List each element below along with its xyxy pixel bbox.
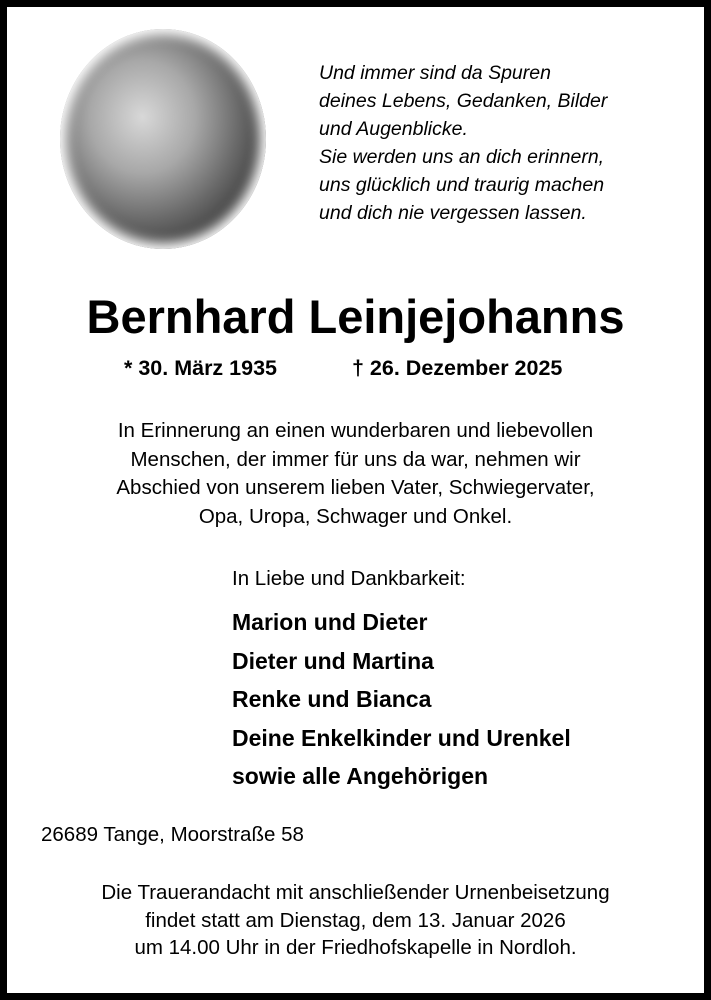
poem-line: Sie werden uns an dich erinnern,: [319, 146, 605, 168]
mourner: Marion und Dieter: [232, 609, 428, 635]
obituary-notice: [7, 7, 704, 993]
thanks-heading: In Liebe und Dankbarkeit:: [232, 567, 466, 590]
intro-line: Abschied von unserem lieben Vater, Schwiegervater,: [116, 476, 595, 499]
intro-text: [7, 417, 704, 531]
portrait-photo: [60, 29, 266, 249]
service-info: [7, 879, 704, 962]
service-line: findet statt am Dienstag, dem 13. Januar 2026: [145, 908, 566, 932]
intro-line: Opa, Uropa, Schwager und Onkel.: [198, 504, 513, 528]
intro-line: Menschen, der immer für uns da war, nehmen wir: [130, 447, 581, 471]
address: 26689 Tange, Moorstraße 58: [41, 823, 304, 846]
mourner: sowie alle Angehörigen: [232, 763, 489, 789]
mourners-list: [232, 603, 571, 796]
mourner: Deine Enkelkinder und Urenkel: [232, 724, 571, 751]
poem-line: Und immer sind da Spuren: [319, 62, 551, 84]
poem-line: uns glücklich und traurig machen: [319, 174, 605, 196]
service-line: um 14.00 Uhr in der Friedhofskapelle in Nordloh.: [134, 936, 577, 959]
poem: [319, 59, 607, 227]
mourner: Renke und Bianca: [232, 686, 432, 712]
deceased-name: Bernhard Leinjejohanns: [86, 290, 625, 343]
poem-line: deines Lebens, Gedanken, Bilder: [319, 90, 608, 112]
mourner: Dieter und Martina: [232, 647, 434, 674]
birth-date: * 30. März 1935: [124, 356, 277, 380]
intro-line: In Erinnerung an einen wunderbaren und liebevollen: [117, 419, 594, 442]
service-line: Die Trauerandacht mit anschließender Urnenbeisetzung: [101, 881, 610, 904]
death-date: † 26. Dezember 2025: [352, 356, 563, 380]
poem-line: und dich nie vergessen lassen.: [319, 202, 587, 224]
poem-line: und Augenblicke.: [319, 118, 468, 140]
